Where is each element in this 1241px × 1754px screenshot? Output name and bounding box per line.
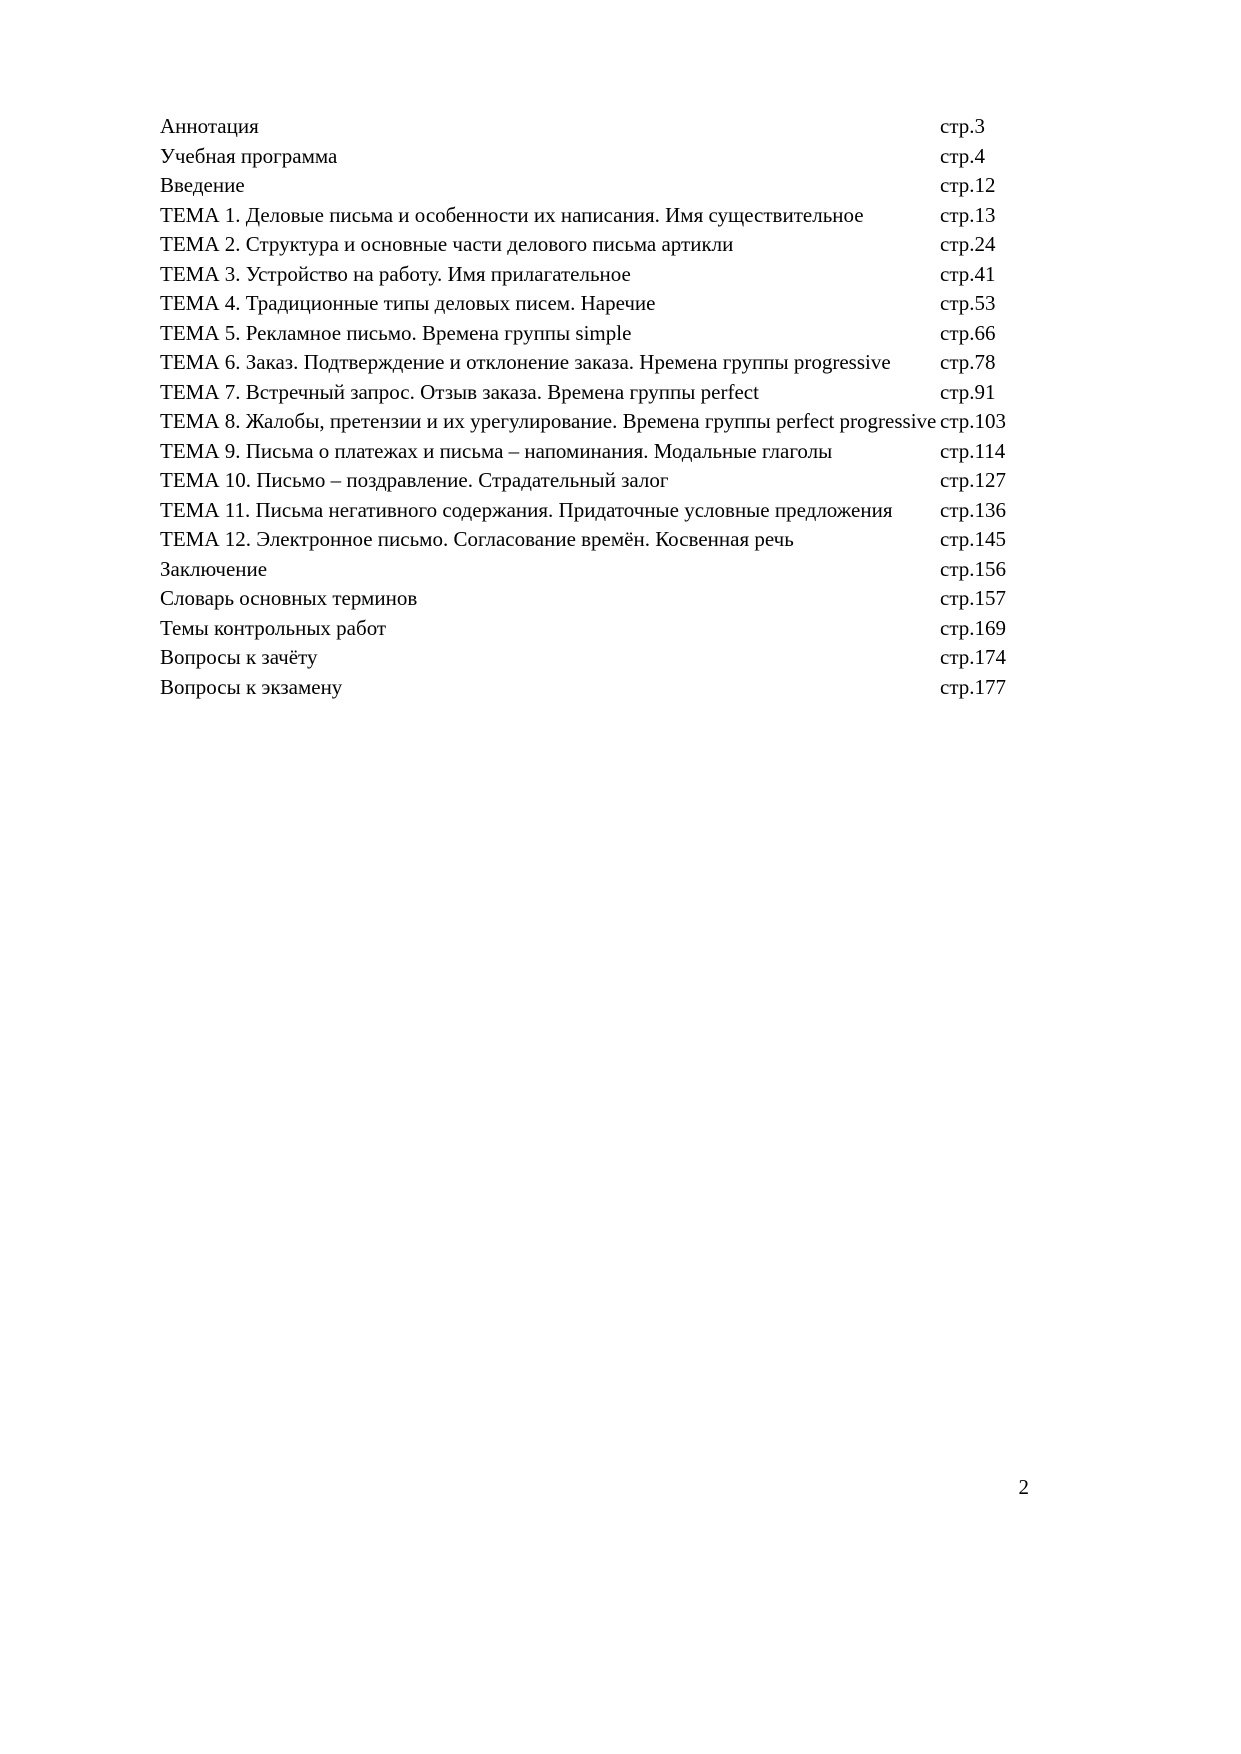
toc-entry [160, 525, 1020, 555]
toc-entry-page: стр.4 [940, 143, 986, 168]
toc-entry-label: ТЕМА 10. Письмо – поздравление. Страдательный залог [160, 468, 669, 492]
toc-entry-label: Темы контрольных работ [160, 615, 387, 640]
toc-entry-page: стр.103 [940, 409, 1007, 433]
toc-entry [160, 171, 1020, 201]
toc-entry-label: ТЕМА 5. Рекламное письмо. Времена группы simple [160, 320, 632, 345]
footer-page-number: 2 [1018, 1475, 1029, 1499]
toc-entry-label: Словарь основных терминов [160, 586, 418, 610]
toc-entry [160, 643, 1020, 673]
toc-entry [160, 230, 1020, 260]
toc-entry [160, 584, 1020, 614]
toc-entry-label: ТЕМА 3. Устройство на работу. Имя прилагательное [160, 261, 631, 286]
toc-entry-page: стр.157 [940, 586, 1007, 610]
toc-entry-page: стр.177 [940, 674, 1007, 699]
toc-entry-page: стр.12 [940, 173, 996, 197]
toc-entry [160, 407, 1020, 437]
toc-entry-page: стр.66 [940, 320, 996, 345]
toc-entry-label: ТЕМА 2. Структура и основные части делового письма артикли [160, 232, 734, 256]
toc-entry-label: ТЕМА 12. Электронное письмо. Согласование времён. Косвенная речь [160, 527, 794, 551]
toc-entry-label: Введение [160, 173, 245, 197]
toc-entry-label: Вопросы к зачёту [160, 645, 318, 669]
toc-entry-label: ТЕМА 8. Жалобы, претензии и их урегулирование. Времена группы perfect progressive [160, 409, 937, 433]
toc-entry [160, 289, 1020, 319]
toc-entry-label: ТЕМА 1. Деловые письма и особенности их написания. Имя существительное [160, 202, 864, 227]
toc-entry-page: стр.156 [940, 556, 1007, 581]
toc-entry-label: ТЕМА 7. Встречный запрос. Отзыв заказа. Времена группы perfect [160, 379, 759, 404]
toc-entry-page: стр.127 [940, 468, 1007, 492]
toc-entry [160, 348, 1020, 378]
toc-list [160, 112, 1020, 702]
toc-entry [160, 378, 1020, 408]
toc-entry [160, 496, 1020, 526]
toc-entry [160, 201, 1020, 231]
toc-entry-label: ТЕМА 9. Письма о платежах и письма – напоминания. Модальные глаголы [160, 438, 833, 463]
toc-entry [160, 437, 1020, 467]
toc-entry-page: стр.174 [940, 645, 1007, 669]
toc-entry [160, 260, 1020, 290]
toc-entry-label: ТЕМА 6. Заказ. Подтверждение и отклонение заказа. Нремена группы progressive [160, 350, 891, 374]
toc-entry-label: Вопросы к экзамену [160, 674, 343, 699]
toc-entry-page: стр.91 [940, 379, 996, 404]
toc-entry [160, 142, 1020, 172]
toc-entry-label: Заключение [160, 556, 268, 581]
toc-entry-page: стр.53 [940, 291, 996, 315]
toc-entry-page: стр.41 [940, 261, 996, 286]
toc-entry-label: ТЕМА 4. Традиционные типы деловых писем. Наречие [160, 291, 656, 315]
toc-entry-page: стр.78 [940, 350, 996, 374]
toc-entry-page: стр.136 [940, 497, 1007, 522]
toc-entry [160, 614, 1020, 644]
toc-entry-page: стр.13 [940, 202, 996, 227]
toc-entry-page: стр.114 [940, 438, 1006, 463]
toc-entry [160, 555, 1020, 585]
toc-entry-label: Учебная программа [160, 143, 338, 168]
toc-entry-label: Аннотация [160, 114, 259, 138]
toc-entry-page: стр.169 [940, 615, 1007, 640]
toc-entry-page: стр.145 [940, 527, 1007, 551]
toc-entry-page: стр.3 [940, 114, 986, 138]
toc-entry-label: ТЕМА 11. Письма негативного содержания. Придаточные условные предложения [160, 497, 893, 522]
toc-entry [160, 466, 1020, 496]
toc-entry [160, 319, 1020, 349]
toc-entry [160, 673, 1020, 703]
toc-entry-page: стр.24 [940, 232, 996, 256]
toc-entry [160, 112, 1020, 142]
